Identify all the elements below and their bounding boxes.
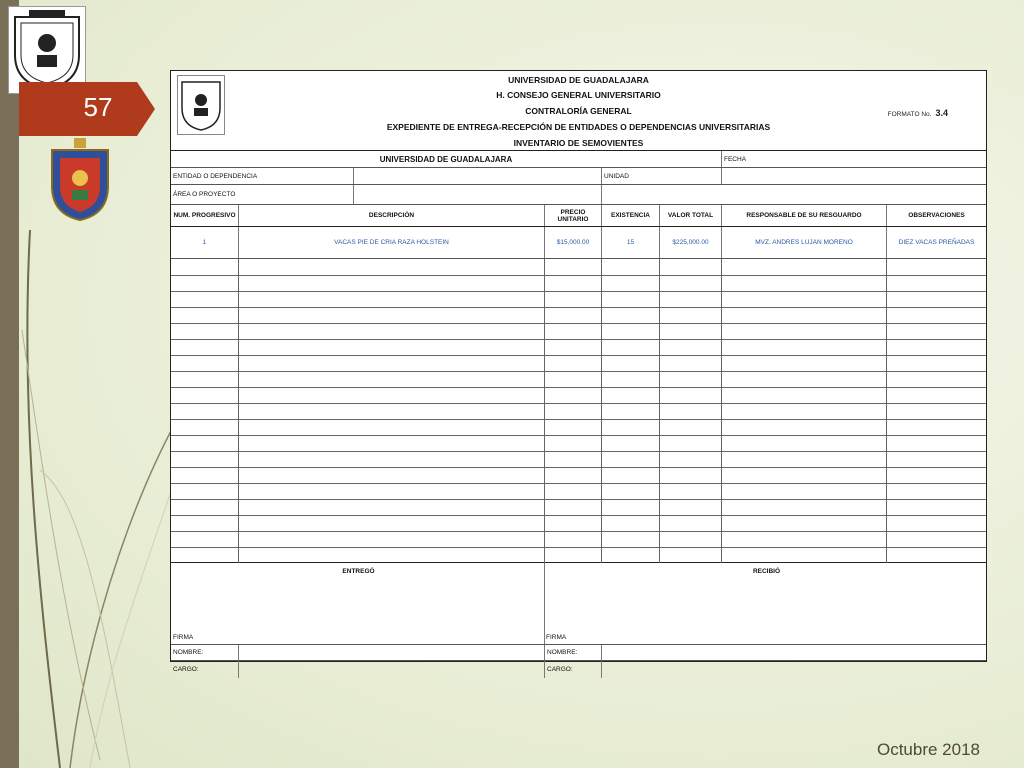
- header-line-3: CONTRALORÍA GENERAL: [525, 106, 632, 116]
- grid-row-line: [171, 467, 986, 468]
- recibio-label: RECIBIÓ: [544, 563, 986, 644]
- grid-row-line: [171, 387, 986, 388]
- row-responsable: MVZ. ANDRES LUJAN MORENO: [721, 227, 886, 258]
- grid-row-line: [171, 499, 986, 500]
- header-line-5: INVENTARIO DE SEMOVIENTES: [513, 138, 644, 148]
- grid-col-line: [886, 259, 887, 563]
- cargo-row: [171, 661, 986, 678]
- unidad-label: UNIDAD: [601, 168, 721, 184]
- area-value: [353, 185, 601, 204]
- col-precio: PRECIO UNITARIO: [544, 205, 601, 226]
- grid-row-line: [171, 339, 986, 340]
- grid-row-line: [171, 531, 986, 532]
- slide-number: 57: [83, 92, 113, 122]
- grid-row-line: [171, 483, 986, 484]
- entrego-label: ENTREGÓ: [342, 568, 375, 575]
- grid-col-line: [721, 259, 722, 563]
- colored-coat-of-arms: [48, 138, 112, 222]
- firma-recibio: FIRMA: [546, 634, 567, 641]
- row-valor: $225,000.00: [659, 227, 721, 258]
- col-num: NUM. PROGRESIVO: [173, 212, 236, 219]
- area-blank: [601, 185, 986, 204]
- entidad-label: ENTIDAD O DEPENDENCIA: [173, 172, 258, 180]
- grid-col-line: [659, 259, 660, 563]
- nombre-row: [171, 645, 986, 661]
- inventory-form: [170, 70, 987, 673]
- cargo-recibio: CARGO:: [544, 661, 601, 678]
- form-header: [171, 71, 986, 151]
- university-label: UNIVERSIDAD DE GUADALAJARA: [379, 154, 513, 164]
- col-valor: VALOR TOTAL: [659, 205, 721, 226]
- nombre-recibio: NOMBRE:: [544, 645, 601, 660]
- table-row: [171, 227, 986, 259]
- grid-col-line: [601, 259, 602, 563]
- nombre-recibio-value: [601, 645, 986, 660]
- col-descripcion: DESCRIPCIÓN: [238, 205, 544, 226]
- grid-col-line: [544, 259, 545, 563]
- grid-col-line: [238, 259, 239, 563]
- grid-row-line: [171, 419, 986, 420]
- grid-row-line: [171, 515, 986, 516]
- col-observaciones: OBSERVACIONES: [886, 205, 986, 226]
- row-observaciones: DIEZ VACAS PREÑADAS: [886, 227, 986, 258]
- university-row: [171, 151, 986, 168]
- university-seal-logo: [8, 6, 86, 94]
- grid-row-line: [171, 451, 986, 452]
- signature-block: [171, 563, 986, 645]
- grid-row-line: [171, 307, 986, 308]
- area-row: [171, 185, 986, 205]
- cargo-recibio-value: [601, 661, 986, 678]
- row-existencia: 15: [601, 227, 659, 258]
- header-line-1: UNIVERSIDAD DE GUADALAJARA: [508, 75, 649, 85]
- nombre-entrego-value: [238, 645, 296, 660]
- unidad-value: [721, 168, 986, 184]
- grid-row-line: [171, 275, 986, 276]
- grid-row-line: [171, 403, 986, 404]
- grid-row-line: [171, 323, 986, 324]
- grid-row-line: [171, 355, 986, 356]
- col-responsable: RESPONSABLE DE SU RESGUARDO: [721, 205, 886, 226]
- cargo-entrego: CARGO:: [173, 666, 199, 673]
- column-header-row: [171, 205, 986, 227]
- fecha-label: FECHA: [721, 151, 986, 167]
- grid-row-line: [171, 435, 986, 436]
- header-line-2: H. CONSEJO GENERAL UNIVERSITARIO: [496, 90, 661, 100]
- nombre-entrego: NOMBRE:: [173, 649, 204, 656]
- col-existencia: EXISTENCIA: [601, 205, 659, 226]
- footer-date: Octubre 2018: [876, 740, 980, 759]
- row-descripcion: VACAS PIE DE CRIA RAZA HOLSTEIN: [238, 227, 544, 258]
- entidad-value: [353, 168, 601, 184]
- area-label: ÁREA O PROYECTO: [173, 191, 236, 198]
- entidad-row: [171, 168, 986, 185]
- grid-row-line: [171, 547, 986, 548]
- cargo-entrego-value: [238, 661, 296, 678]
- grid-row-line: [171, 291, 986, 292]
- row-num: 1: [202, 239, 207, 246]
- grid-row-line: [171, 371, 986, 372]
- row-precio: $15,000.00: [544, 227, 601, 258]
- firma-entrego: FIRMA: [173, 634, 194, 641]
- empty-rows-grid: [171, 259, 986, 563]
- formato-number: FORMATO No. 3.4: [887, 108, 948, 118]
- header-line-4: EXPEDIENTE DE ENTREGA-RECEPCIÓN DE ENTIDADES O DEPENDENCIAS UNIVERSITARIAS: [386, 122, 771, 132]
